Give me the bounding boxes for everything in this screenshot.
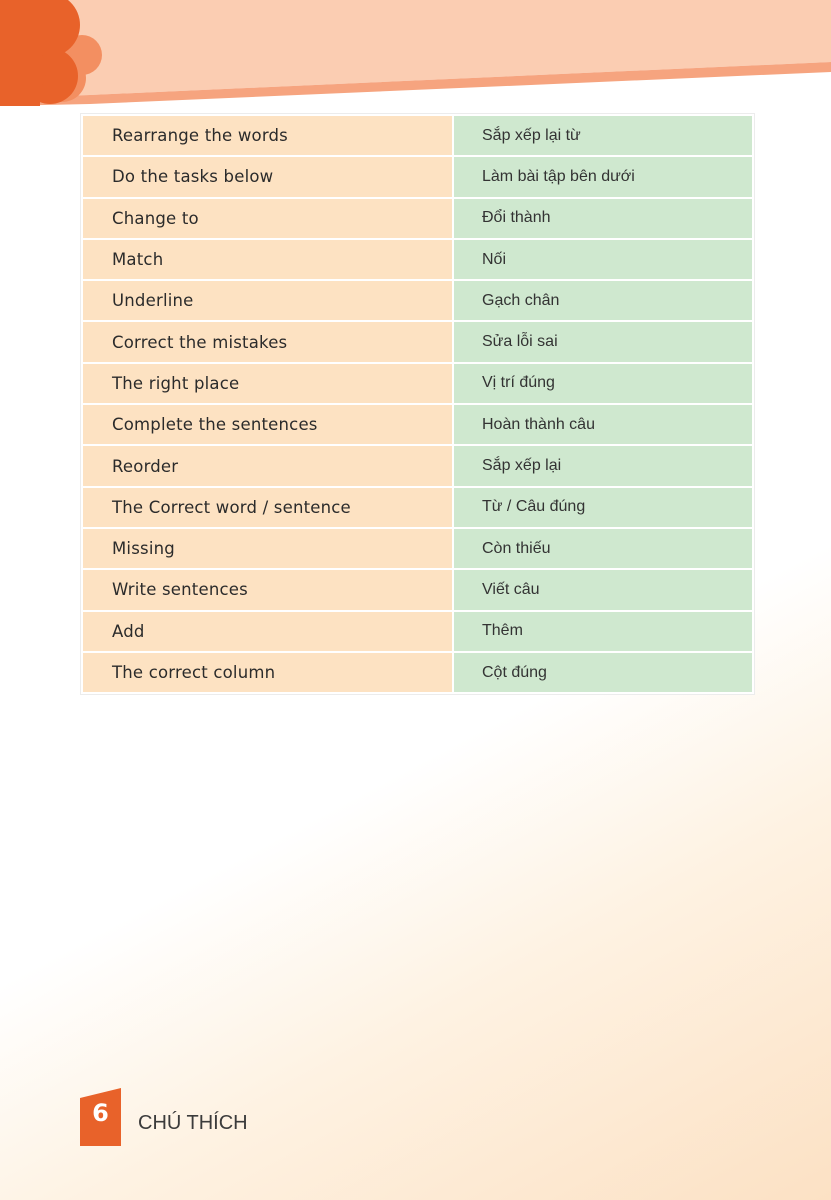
english-term: Correct the mistakes bbox=[83, 322, 452, 361]
english-term: The right place bbox=[83, 364, 452, 403]
table-row bbox=[83, 157, 752, 196]
vietnamese-translation: Sắp xếp lại bbox=[454, 446, 752, 485]
table-row bbox=[83, 199, 752, 238]
table-row bbox=[83, 405, 752, 444]
table-row bbox=[83, 488, 752, 527]
table-row bbox=[83, 446, 752, 485]
english-term: The correct column bbox=[83, 653, 452, 692]
vietnamese-translation: Còn thiếu bbox=[454, 529, 752, 568]
table-row bbox=[83, 570, 752, 609]
vietnamese-translation: Sửa lỗi sai bbox=[454, 322, 752, 361]
table-row bbox=[83, 281, 752, 320]
english-term: Missing bbox=[83, 529, 452, 568]
vietnamese-translation: Từ / Câu đúng bbox=[454, 488, 752, 527]
english-term: Change to bbox=[83, 199, 452, 238]
table-row bbox=[83, 116, 752, 155]
table-row bbox=[83, 529, 752, 568]
vietnamese-translation: Nối bbox=[454, 240, 752, 279]
english-term: Rearrange the words bbox=[83, 116, 452, 155]
english-term: Add bbox=[83, 612, 452, 651]
table-row bbox=[83, 653, 752, 692]
table-row bbox=[83, 322, 752, 361]
english-term: Do the tasks below bbox=[83, 157, 452, 196]
table-row bbox=[83, 240, 752, 279]
table-row bbox=[83, 364, 752, 403]
english-term: Match bbox=[83, 240, 452, 279]
vietnamese-translation: Viết câu bbox=[454, 570, 752, 609]
vietnamese-translation: Làm bài tập bên dưới bbox=[454, 157, 752, 196]
vocabulary-rows bbox=[83, 116, 752, 692]
vietnamese-translation: Vị trí đúng bbox=[454, 364, 752, 403]
english-term: Write sentences bbox=[83, 570, 452, 609]
table-row bbox=[83, 612, 752, 651]
vietnamese-translation: Sắp xếp lại từ bbox=[454, 116, 752, 155]
vocabulary-table bbox=[80, 113, 755, 695]
top-banner bbox=[0, 0, 831, 110]
vietnamese-translation: Hoàn thành câu bbox=[454, 405, 752, 444]
english-term: Complete the sentences bbox=[83, 405, 452, 444]
vietnamese-translation: Thêm bbox=[454, 612, 752, 651]
vietnamese-translation: Đổi thành bbox=[454, 199, 752, 238]
english-term: The Correct word / sentence bbox=[83, 488, 452, 527]
section-title: CHÚ THÍCH bbox=[138, 1112, 248, 1134]
page-number: 6 bbox=[92, 1099, 109, 1127]
vietnamese-translation: Cột đúng bbox=[454, 653, 752, 692]
english-term: Reorder bbox=[83, 446, 452, 485]
vietnamese-translation: Gạch chân bbox=[454, 281, 752, 320]
english-term: Underline bbox=[83, 281, 452, 320]
